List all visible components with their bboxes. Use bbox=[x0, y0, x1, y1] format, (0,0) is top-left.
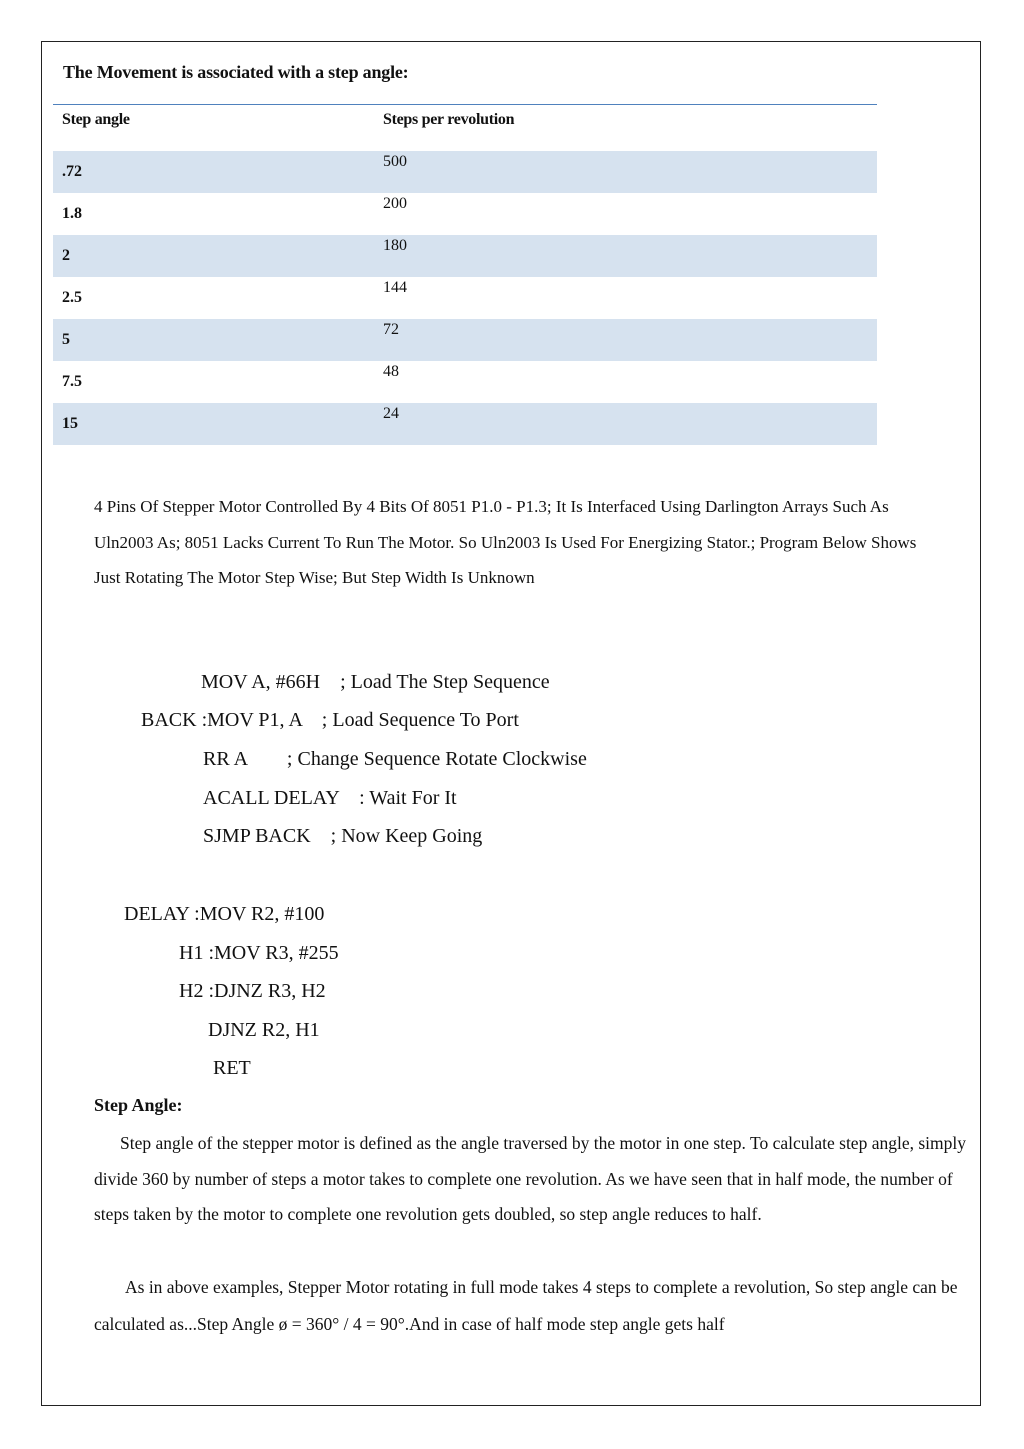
cell-steps: 48 bbox=[383, 363, 399, 380]
cell-steps: 24 bbox=[383, 405, 399, 422]
cell-steps: 500 bbox=[383, 153, 407, 170]
cell-step-angle: .72 bbox=[62, 163, 82, 180]
code-line: MOV A, #66H ; Load The Step Sequence bbox=[201, 671, 550, 693]
code-line: H2 :DJNZ R3, H2 bbox=[179, 980, 326, 1002]
cell-step-angle: 2.5 bbox=[62, 289, 82, 306]
table-row bbox=[53, 277, 877, 319]
table-row bbox=[53, 319, 877, 361]
interface-paragraph: 4 Pins Of Stepper Motor Controlled By 4 Bits Of 8051 P1.0 - P1.3; It Is Interfaced Using Darlington Arrays Such As Uln2003 As; 8051 Lacks Current To Run The Motor. So Uln2003 Is Used For Energizing Stator.; Program Below Shows Just Rotating The Motor Step Wise; But Step Width Is Unknown bbox=[94, 497, 917, 588]
code-line: SJMP BACK ; Now Keep Going bbox=[203, 825, 483, 847]
section-heading: The Movement is associated with a step angle: bbox=[63, 62, 409, 82]
cell-steps: 144 bbox=[383, 279, 407, 296]
step-angle-table bbox=[53, 104, 877, 445]
code-line: BACK :MOV P1, A ; Load Sequence To Port bbox=[141, 709, 519, 731]
cell-steps: 180 bbox=[383, 237, 407, 254]
cell-steps: 72 bbox=[383, 321, 399, 338]
cell-step-angle: 5 bbox=[62, 331, 70, 348]
cell-step-angle: 15 bbox=[62, 415, 78, 432]
cell-steps: 200 bbox=[383, 195, 407, 212]
header-step-angle: Step angle bbox=[62, 111, 130, 128]
table-row bbox=[53, 235, 877, 277]
code-line: RR A ; Change Sequence Rotate Clockwise bbox=[203, 748, 587, 770]
table-row bbox=[53, 193, 877, 235]
header-steps-per-revolution: Steps per revolution bbox=[383, 111, 515, 128]
table-row bbox=[53, 151, 877, 193]
step-angle-example: As in above examples, Stepper Motor rotating in full mode takes 4 steps to complete a revolution, So step angle can be calculated as...Step Angle ø = 360° / 4 = 90°.And in case of half mode step angle gets half bbox=[94, 1277, 958, 1334]
table-row bbox=[53, 361, 877, 403]
step-angle-definition: Step angle of the stepper motor is defined as the angle traversed by the motor in one step. To calculate step angle, simply divide 360 by number of steps a motor takes to complete one revolution. As we have seen that in half mode, the number of steps taken by the motor to complete one revolution gets doubled, so step angle reduces to half. bbox=[94, 1133, 966, 1225]
cell-step-angle: 1.8 bbox=[62, 205, 82, 222]
code-line: ACALL DELAY : Wait For It bbox=[203, 787, 457, 809]
code-line: DELAY :MOV R2, #100 bbox=[124, 903, 325, 925]
code-line: DJNZ R2, H1 bbox=[208, 1019, 320, 1041]
cell-step-angle: 2 bbox=[62, 247, 70, 264]
table-header bbox=[53, 104, 877, 151]
table-row bbox=[53, 403, 877, 445]
step-angle-heading: Step Angle: bbox=[94, 1095, 183, 1115]
code-line: H1 :MOV R3, #255 bbox=[179, 942, 339, 964]
cell-step-angle: 7.5 bbox=[62, 373, 82, 390]
code-line: RET bbox=[213, 1057, 251, 1079]
